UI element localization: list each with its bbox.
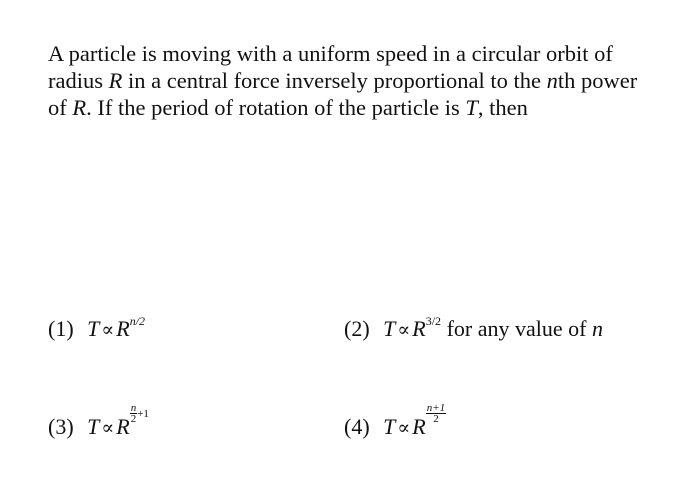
question-line-3-text-b: . If the period of rotation of the particle is — [86, 95, 466, 120]
variable-T: T — [87, 414, 100, 439]
option-suffix-text: for any value of — [441, 316, 592, 341]
question-line-2-text-a: radius — [48, 68, 109, 93]
exponent: 3/2 — [425, 314, 442, 328]
variable-R: R — [116, 414, 130, 439]
exponent-numerator: n — [130, 402, 137, 414]
question-line-2-text-b: in a central force inversely proportional to the — [122, 68, 547, 93]
variable-R: R — [116, 316, 130, 341]
option-number: (1) — [48, 316, 74, 341]
variable-T: T — [383, 414, 396, 439]
exponent: n/2 — [129, 314, 146, 328]
question-line-3-text-a: of — [48, 95, 73, 120]
exponent-plus-one: +1 — [137, 408, 149, 420]
option-1[interactable] — [48, 314, 145, 342]
variable-R: R — [108, 68, 123, 93]
question-text — [48, 40, 648, 121]
variable-R: R — [412, 316, 426, 341]
variable-n: n — [591, 316, 603, 341]
exponent-denominator: 2 — [130, 413, 137, 425]
question-line-3 — [48, 94, 648, 121]
question-line-2-text-c: th power — [557, 68, 638, 93]
question-line-1-text: A particle is moving with a uniform speed in a circular orbit of — [48, 41, 613, 66]
question-line-2 — [48, 67, 648, 94]
option-3[interactable] — [48, 403, 149, 440]
exponent-numerator: n+1 — [426, 402, 446, 414]
question-line-1 — [48, 40, 648, 67]
option-4[interactable] — [344, 403, 446, 440]
fraction-exponent — [426, 403, 446, 424]
option-number: (3) — [48, 414, 74, 439]
proportional-symbol: ∝ — [101, 320, 115, 341]
proportional-symbol: ∝ — [397, 320, 411, 341]
variable-n: n — [546, 68, 558, 93]
proportional-symbol: ∝ — [101, 418, 115, 439]
option-number: (4) — [344, 414, 370, 439]
variable-T: T — [465, 95, 478, 120]
option-number: (2) — [344, 316, 370, 341]
exponent-denominator: 2 — [433, 413, 439, 425]
proportional-symbol: ∝ — [397, 418, 411, 439]
variable-R: R — [412, 414, 426, 439]
question-line-3-text-c: , then — [477, 95, 528, 120]
option-2[interactable] — [344, 314, 603, 342]
variable-T: T — [87, 316, 100, 341]
variable-T: T — [383, 316, 396, 341]
variable-R: R — [72, 95, 87, 120]
